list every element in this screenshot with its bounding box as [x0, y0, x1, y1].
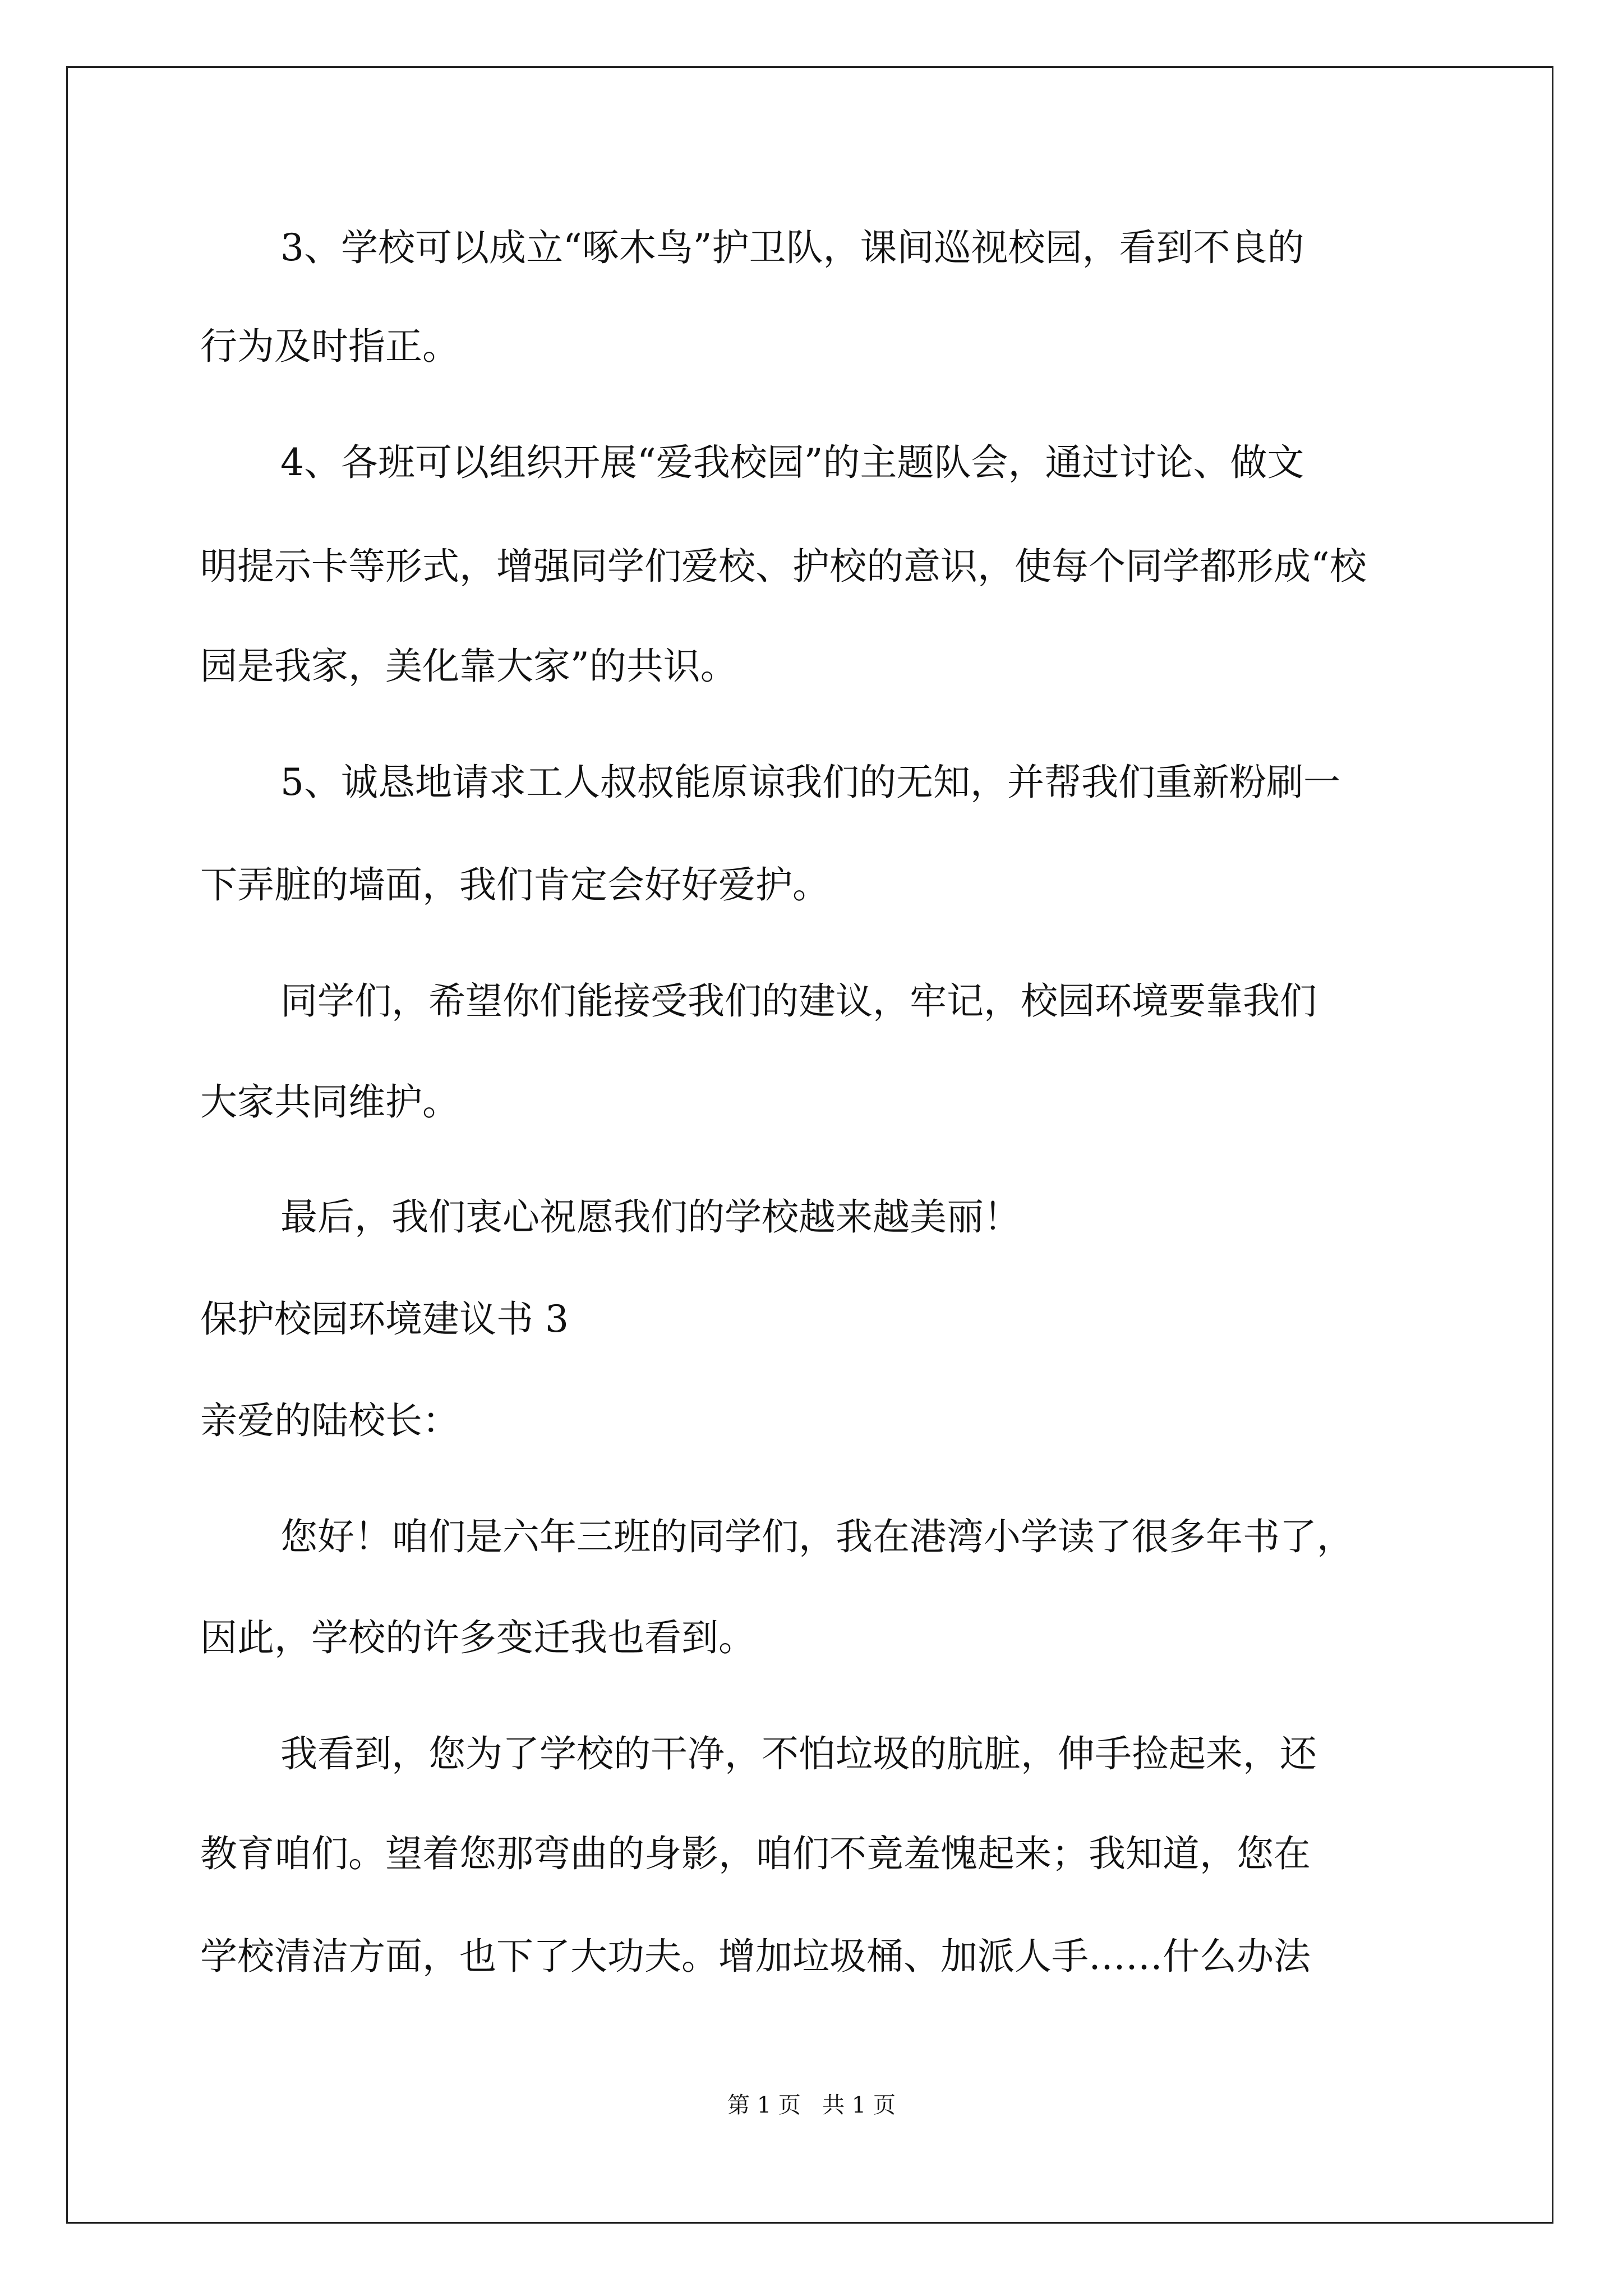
text-line: 您好！咱们是六年三班的同学们，我在港湾小学读了很多年书了，: [280, 1515, 1354, 1558]
text-line: 最后，我们衷心祝愿我们的学校越来越美丽！: [280, 1195, 1021, 1239]
text-line: 园是我家，美化靠大家”的共识。: [200, 645, 737, 688]
page-border: [66, 66, 1553, 2224]
salutation: 亲爱的陆校长：: [200, 1399, 459, 1442]
page-footer: 第 1 页 共 1 页: [727, 2092, 896, 2118]
text-line: 因此，学校的许多变迁我也看到。: [200, 1616, 755, 1659]
text-line: 行为及时指正。: [200, 325, 459, 368]
text-line: 学校清洁方面，也下了大功夫。增加垃圾桶、加派人手……什么办法: [200, 1935, 1311, 1978]
text-line: 大家共同维护。: [200, 1080, 459, 1124]
text-line: 明提示卡等形式，增强同学们爱校、护校的意识，使每个同学都形成“校: [200, 545, 1367, 588]
text-line: 5、诚恳地请求工人叔叔能原谅我们的无知，并帮我们重新粉刷一: [280, 761, 1340, 804]
text-line: 下弄脏的墙面，我们肯定会好好爱护。: [200, 863, 829, 907]
text-line: 我看到，您为了学校的干净，不怕垃圾的肮脏，伸手捡起来，还: [280, 1732, 1317, 1775]
text-line: 3、学校可以成立“啄木鸟”护卫队，课间巡视校园，看到不良的: [280, 226, 1304, 269]
section-title: 保护校园环境建议书 3: [200, 1297, 569, 1341]
text-line: 4、各班可以组织开展“爱我校园”的主题队会，通过讨论、做文: [280, 441, 1304, 484]
text-line: 同学们，希望你们能接受我们的建议，牢记，校园环境要靠我们: [280, 979, 1317, 1023]
text-line: 教育咱们。望着您那弯曲的身影，咱们不竟羞愧起来；我知道，您在: [200, 1832, 1311, 1875]
